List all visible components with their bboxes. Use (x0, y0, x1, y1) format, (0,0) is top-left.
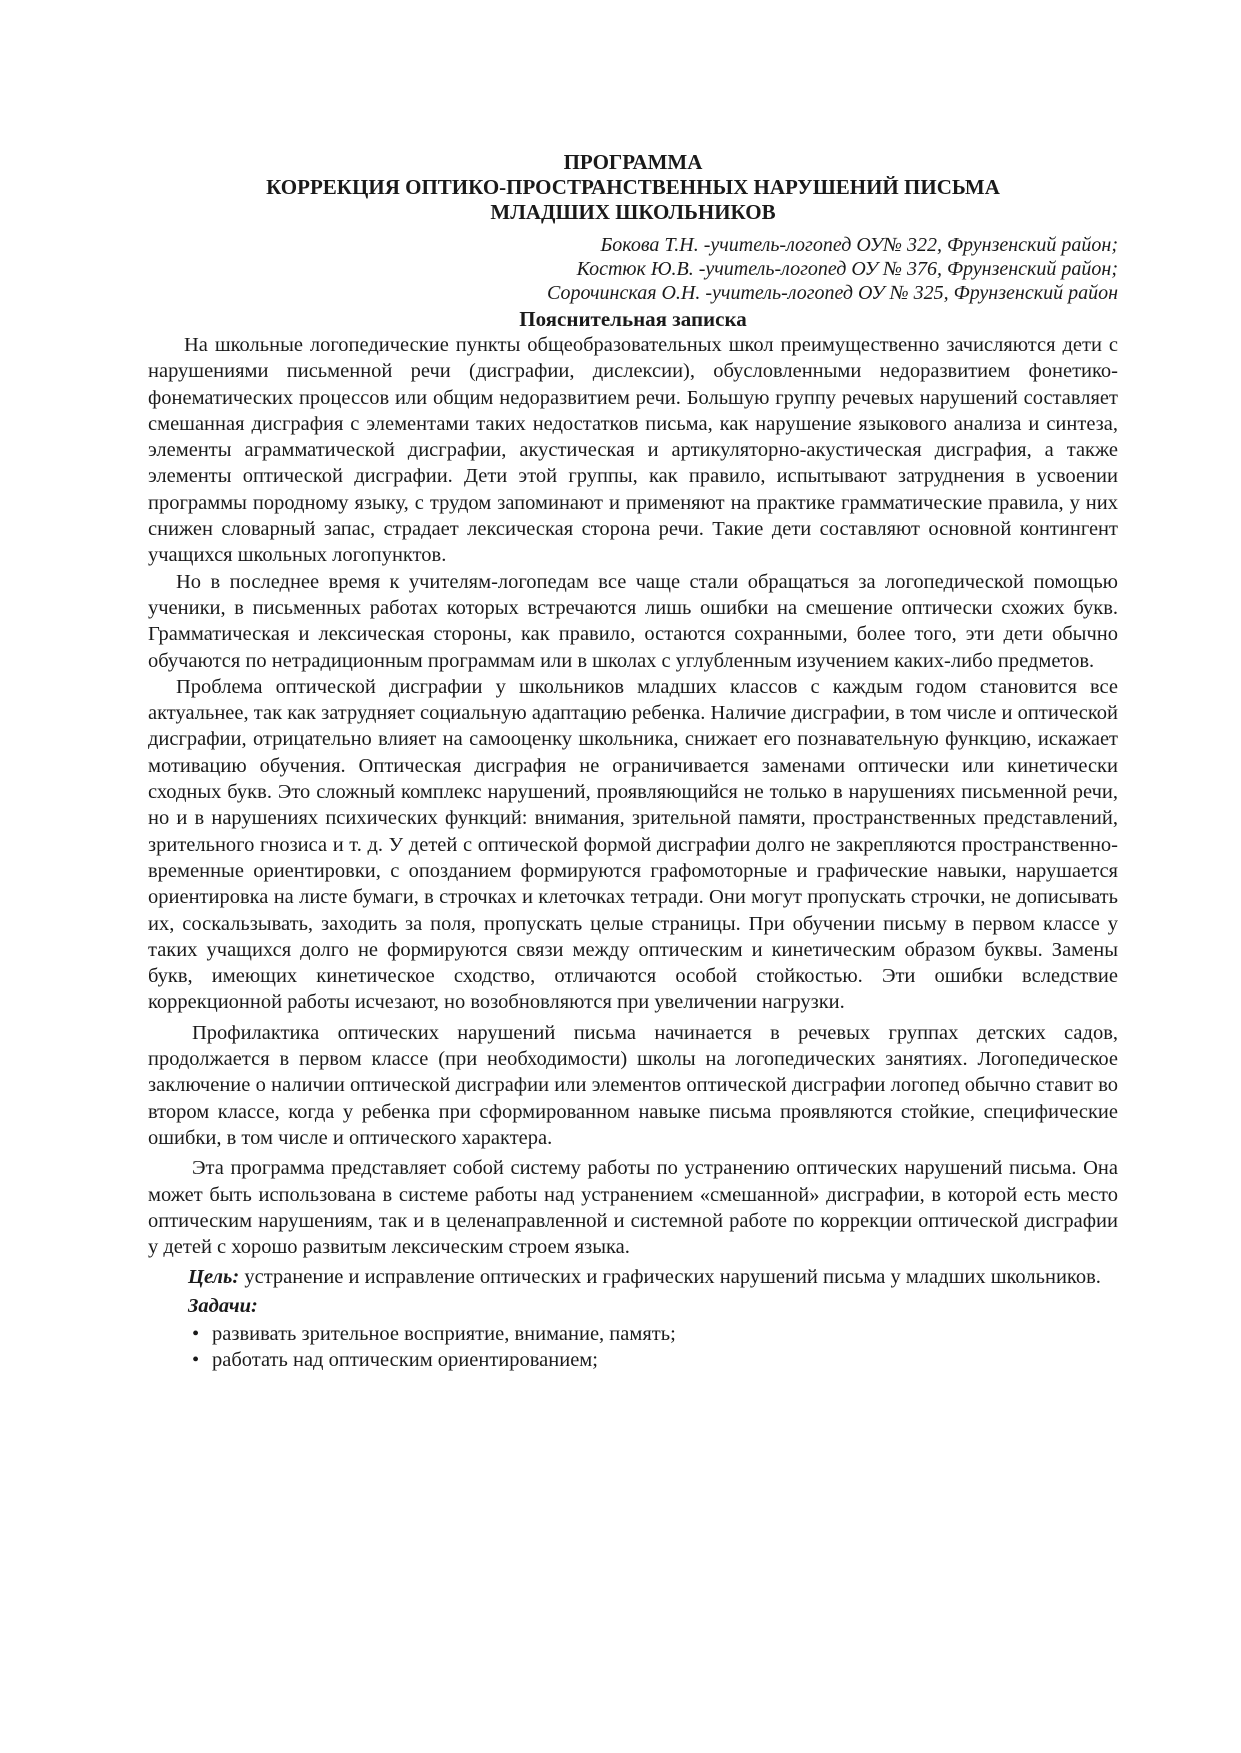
authors-block (148, 233, 1118, 305)
paragraph: На школьные логопедические пункты общеобразовательных школ преимущественно зачисляются дети с нарушениями письменной речи (дисграфии, дислексии), обусловленными недоразвитием фонетико-фонематических процессов или общим недоразвитием речи. Большую группу речевых нарушений составляет смешанная дисграфия с элементами таких недостатков письма, как нарушение языкового анализа и синтеза, элементы аграмматической дисграфии, акустическая и артикуляторно-акустическая дисграфия, а также элементы оптической дисграфии. Дети этой группы, как правило, испытывают затруднения в усвоении программы породному языку, с трудом запоминают и применяют на практике грамматические правила, у них снижен словарный запас, страдает лексическая сторона речи. Такие дети составляют основной контингент учащихся школьных логопунктов. (148, 334, 1118, 567)
list-item-text: развивать зрительное восприятие, внимание, память; (212, 1322, 676, 1345)
list-item (192, 1321, 1118, 1347)
paragraph: Но в последнее время к учителям-логопедам все чаще стали обращаться за логопедической помощью ученики, в письменных работах которых встречаются лишь ошибки на смешение оптически схожих букв. Грамматическая и лексическая стороны, как правило, остаются сохранными, более того, эти дети обычно обучаются по нетрадиционным программам или в школах с углубленным изучением каких-либо предметов. (148, 570, 1118, 672)
program-title (148, 150, 1118, 225)
tasks-heading: Задачи: (188, 1294, 258, 1317)
paragraph: Проблема оптической дисграфии у школьников младших классов с каждым годом становится все актуальнее, так как затрудняет социальную адаптацию ребенка. Наличие дисграфии, в том числе и оптической дисграфии, отрицательно влияет на самооценку школьника, снижает его познавательную функцию, искажает мотивацию обучения. Оптическая дисграфия не ограничивается заменами оптически или кинетически сходных букв. Это сложный комплекс нарушений, проявляющийся не только в нарушениях письменной речи, но и в нарушениях психических функций: внимания, зрительной памяти, пространственных представлений, зрительного гнозиса и т. д. У детей с оптической формой дисграфии долго не закрепляются пространственно-временные ориентировки, с опозданием формируются графомоторные и графические навыки, нарушается ориентировка на листе бумаги, в строчках и клеточках тетради. Они могут пропускать строчки, не дописывать их, соскальзывать, заходить за поля, пропускать целые страницы. При обучении письму в первом классе у таких учащихся долго не формируются связи между оптическим и кинетическим образом буквы. Замены букв, имеющих кинетическое сходство, отличаются особой стойкостью. Эти ошибки вследствие коррекционной работы исчезают, но возобновляются при увеличении нагрузки. (148, 675, 1118, 1014)
goal-text: устранение и исправление оптических и графических нарушений письма у младших школьников. (239, 1266, 1101, 1289)
author-line: Сорочинская О.Н. -учитель-логопед ОУ № 325, Фрунзенский район (547, 282, 1118, 304)
section-heading: Пояснительная записка (519, 307, 747, 331)
list-item-text: работать над оптическим ориентированием; (212, 1348, 598, 1371)
bullet-icon: • (192, 1348, 200, 1371)
title-line-3: МЛАДШИХ ШКОЛЬНИКОВ (490, 200, 776, 224)
document-page (148, 150, 1118, 1373)
bullet-icon: • (192, 1322, 200, 1345)
tasks-list (148, 1321, 1118, 1373)
goal-label: Цель: (188, 1266, 240, 1289)
title-line-2: КОРРЕКЦИЯ ОПТИКО-ПРОСТРАНСТВЕННЫХ НАРУШЕНИЙ ПИСЬМА (266, 175, 1000, 199)
paragraph: Профилактика оптических нарушений письма начинается в речевых группах детских садов, продолжается в первом классе (при необходимости) школы на логопедических занятиях. Логопедическое заключение о наличии оптической дисграфии или элементов оптической дисграфии логопед обычно ставит во втором классе, когда у ребенка при сформированном навыке письма проявляются стойкие, специфические ошибки, в том числе и оптического характера. (148, 1021, 1118, 1149)
goal-paragraph (148, 1264, 1118, 1290)
author-line: Бокова Т.Н. -учитель-логопед ОУ№ 322, Фрунзенский район; (600, 234, 1118, 256)
paragraph: Эта программа представляет собой систему работы по устранению оптических нарушений письма. Она может быть использована в системе работы над устранением «смешанной» дисграфии, в которой есть место оптическим нарушениям, так и в целенаправленной и системной работе по коррекции оптической дисграфии у детей с хорошо развитым лексическим строем языка. (148, 1157, 1118, 1259)
author-line: Костюк Ю.В. -учитель-логопед ОУ № 376, Фрунзенский район; (576, 258, 1118, 280)
title-line-1: ПРОГРАММА (563, 150, 703, 174)
list-item (192, 1347, 1118, 1373)
